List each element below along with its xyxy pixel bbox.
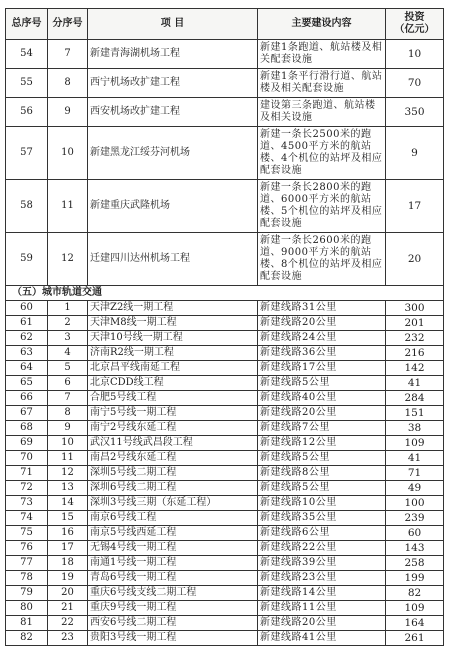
- cell-project: 新建重庆武隆机场: [88, 180, 258, 233]
- cell-content: 新建线路10公里: [258, 496, 386, 511]
- table-row: [6, 40, 444, 69]
- cell-investment: 100: [386, 496, 444, 511]
- cell-sub-no: 8: [48, 69, 88, 98]
- cell-sub-no: 14: [48, 496, 88, 511]
- cell-project: 迁建四川达州机场工程: [88, 233, 258, 286]
- cell-project: 北京昌平线南延工程: [88, 361, 258, 376]
- cell-sub-no: 4: [48, 346, 88, 361]
- table-row: [6, 316, 444, 331]
- cell-project: 南宁2号线东延工程: [88, 421, 258, 436]
- cell-total-no: 75: [6, 526, 48, 541]
- cell-content: 新建线路31公里: [258, 301, 386, 316]
- cell-sub-no: 9: [48, 98, 88, 127]
- cell-investment: 70: [386, 69, 444, 98]
- cell-content: 新建一条长2500米的跑道、4500平方米的航站楼、4个机位的站坪及相应配套设施: [258, 127, 386, 180]
- cell-content: 新建线路11公里: [258, 601, 386, 616]
- cell-project: 南宁5号线一期工程: [88, 406, 258, 421]
- cell-content: 新建线路6公里: [258, 526, 386, 541]
- table-row: [6, 481, 444, 496]
- cell-investment: 143: [386, 541, 444, 556]
- cell-content: 新建线路5公里: [258, 451, 386, 466]
- cell-project: 贵阳3号线一期工程: [88, 631, 258, 646]
- cell-sub-no: 15: [48, 511, 88, 526]
- cell-total-no: 60: [6, 301, 48, 316]
- cell-investment: 350: [386, 98, 444, 127]
- table-row: [6, 541, 444, 556]
- table-row: [6, 601, 444, 616]
- cell-content: 新建线路24公里: [258, 331, 386, 346]
- cell-project: 天津Z2线一期工程: [88, 301, 258, 316]
- cell-content: 新建线路23公里: [258, 571, 386, 586]
- table-row: [6, 466, 444, 481]
- cell-sub-no: 10: [48, 127, 88, 180]
- cell-project: 深圳5号线二期工程: [88, 466, 258, 481]
- cell-investment: 216: [386, 346, 444, 361]
- table-row: [6, 556, 444, 571]
- cell-content: 新建线路22公里: [258, 541, 386, 556]
- cell-project: 合肥5号线工程: [88, 391, 258, 406]
- table-row: [6, 586, 444, 601]
- cell-project: 青岛6号线一期工程: [88, 571, 258, 586]
- table-row: [6, 451, 444, 466]
- cell-content: 新建线路20公里: [258, 406, 386, 421]
- cell-project: 济南R2线一期工程: [88, 346, 258, 361]
- cell-total-no: 66: [6, 391, 48, 406]
- header-content: 主要建设内容: [258, 9, 386, 40]
- cell-project: 深圳3号线三期（东延工程）: [88, 496, 258, 511]
- cell-investment: 60: [386, 526, 444, 541]
- cell-total-no: 79: [6, 586, 48, 601]
- cell-total-no: 64: [6, 361, 48, 376]
- cell-content: 新建线路39公里: [258, 556, 386, 571]
- cell-sub-no: 11: [48, 180, 88, 233]
- cell-total-no: 74: [6, 511, 48, 526]
- cell-content: 新建一条长2600米的跑道、9000平方米的航站楼、8个机位的站坪及相应配套设施: [258, 233, 386, 286]
- cell-project: 南京5号线西延工程: [88, 526, 258, 541]
- cell-content: 建设第三条跑道、航站楼及相关设施: [258, 98, 386, 127]
- project-table-page: [5, 8, 443, 646]
- table-row: [6, 301, 444, 316]
- table-row: [6, 233, 444, 286]
- cell-sub-no: 18: [48, 556, 88, 571]
- cell-sub-no: 8: [48, 406, 88, 421]
- cell-total-no: 77: [6, 556, 48, 571]
- cell-sub-no: 5: [48, 361, 88, 376]
- table-row: [6, 631, 444, 646]
- header-project: 项 目: [88, 9, 258, 40]
- cell-total-no: 65: [6, 376, 48, 391]
- cell-sub-no: 20: [48, 586, 88, 601]
- cell-sub-no: 2: [48, 316, 88, 331]
- cell-content: 新建线路41公里: [258, 631, 386, 646]
- cell-content: 新建线路36公里: [258, 346, 386, 361]
- cell-content: 新建线路20公里: [258, 616, 386, 631]
- cell-investment: 199: [386, 571, 444, 586]
- header-sub-no: 分序号: [48, 9, 88, 40]
- cell-content: 新建线路17公里: [258, 361, 386, 376]
- table-row: [6, 69, 444, 98]
- cell-sub-no: 12: [48, 233, 88, 286]
- rail-section: [6, 301, 444, 646]
- cell-investment: 284: [386, 391, 444, 406]
- cell-investment: 17: [386, 180, 444, 233]
- table-row: [6, 616, 444, 631]
- cell-sub-no: 13: [48, 481, 88, 496]
- cell-investment: 20: [386, 233, 444, 286]
- cell-project: 南通1号线一期工程: [88, 556, 258, 571]
- cell-sub-no: 21: [48, 601, 88, 616]
- cell-investment: 142: [386, 361, 444, 376]
- cell-content: 新建线路8公里: [258, 466, 386, 481]
- table-row: [6, 511, 444, 526]
- cell-sub-no: 9: [48, 421, 88, 436]
- cell-content: 新建线路14公里: [258, 586, 386, 601]
- cell-total-no: 62: [6, 331, 48, 346]
- cell-project: 天津10号线一期工程: [88, 331, 258, 346]
- cell-investment: 239: [386, 511, 444, 526]
- cell-sub-no: 16: [48, 526, 88, 541]
- header-total-no: 总序号: [6, 9, 48, 40]
- table-row: [6, 361, 444, 376]
- cell-investment: 10: [386, 40, 444, 69]
- cell-investment: 38: [386, 421, 444, 436]
- cell-content: 新建1条平行滑行道、航站楼及相关配套设施: [258, 69, 386, 98]
- cell-sub-no: 11: [48, 451, 88, 466]
- cell-content: 新建线路5公里: [258, 481, 386, 496]
- table-row: [6, 421, 444, 436]
- cell-investment: 261: [386, 631, 444, 646]
- cell-sub-no: 10: [48, 436, 88, 451]
- cell-total-no: 54: [6, 40, 48, 69]
- cell-sub-no: 23: [48, 631, 88, 646]
- cell-sub-no: 3: [48, 331, 88, 346]
- cell-investment: 109: [386, 436, 444, 451]
- cell-total-no: 61: [6, 316, 48, 331]
- section-row: [6, 286, 444, 301]
- cell-investment: 300: [386, 301, 444, 316]
- cell-total-no: 55: [6, 69, 48, 98]
- cell-total-no: 82: [6, 631, 48, 646]
- cell-content: 新建线路7公里: [258, 421, 386, 436]
- cell-sub-no: 7: [48, 391, 88, 406]
- airport-section: [6, 40, 444, 286]
- cell-total-no: 59: [6, 233, 48, 286]
- cell-total-no: 72: [6, 481, 48, 496]
- cell-sub-no: 19: [48, 571, 88, 586]
- cell-content: 新建1条跑道、航站楼及相关配套设施: [258, 40, 386, 69]
- cell-project: 重庆9号线一期工程: [88, 601, 258, 616]
- cell-content: 新建线路35公里: [258, 511, 386, 526]
- cell-total-no: 69: [6, 436, 48, 451]
- table-row: [6, 496, 444, 511]
- cell-project: 新建黑龙江绥芬河机场: [88, 127, 258, 180]
- cell-project: 深圳6号线二期工程: [88, 481, 258, 496]
- cell-sub-no: 1: [48, 301, 88, 316]
- cell-total-no: 80: [6, 601, 48, 616]
- cell-content: 新建线路12公里: [258, 436, 386, 451]
- table-row: [6, 127, 444, 180]
- table-row: [6, 376, 444, 391]
- cell-project: 西安6号线二期工程: [88, 616, 258, 631]
- cell-total-no: 81: [6, 616, 48, 631]
- cell-project: 南京6号线工程: [88, 511, 258, 526]
- table-row: [6, 571, 444, 586]
- cell-total-no: 70: [6, 451, 48, 466]
- table-row: [6, 436, 444, 451]
- section-title: （五）城市轨道交通: [6, 286, 444, 301]
- cell-investment: 49: [386, 481, 444, 496]
- cell-investment: 71: [386, 466, 444, 481]
- cell-content: 新建一条长2800米的跑道、6000平方米的航站楼、5个机位的站坪及相应配套设施: [258, 180, 386, 233]
- cell-content: 新建线路40公里: [258, 391, 386, 406]
- cell-sub-no: 6: [48, 376, 88, 391]
- cell-project: 重庆6号线支线二期工程: [88, 586, 258, 601]
- project-table: [5, 8, 444, 646]
- table-row: [6, 98, 444, 127]
- cell-investment: 82: [386, 586, 444, 601]
- cell-investment: 9: [386, 127, 444, 180]
- cell-total-no: 56: [6, 98, 48, 127]
- cell-project: 南昌2号线东延工程: [88, 451, 258, 466]
- cell-investment: 232: [386, 331, 444, 346]
- cell-investment: 109: [386, 601, 444, 616]
- cell-content: 新建线路5公里: [258, 376, 386, 391]
- table-row: [6, 346, 444, 361]
- table-row: [6, 391, 444, 406]
- cell-project: 武汉11号线武昌段工程: [88, 436, 258, 451]
- cell-total-no: 67: [6, 406, 48, 421]
- cell-project: 西宁机场改扩建工程: [88, 69, 258, 98]
- cell-sub-no: 12: [48, 466, 88, 481]
- cell-sub-no: 7: [48, 40, 88, 69]
- cell-project: 无锡4号线一期工程: [88, 541, 258, 556]
- cell-total-no: 71: [6, 466, 48, 481]
- cell-total-no: 78: [6, 571, 48, 586]
- cell-total-no: 76: [6, 541, 48, 556]
- table-row: [6, 331, 444, 346]
- cell-investment: 258: [386, 556, 444, 571]
- header-row: [6, 9, 444, 40]
- cell-investment: 41: [386, 376, 444, 391]
- cell-investment: 164: [386, 616, 444, 631]
- cell-total-no: 68: [6, 421, 48, 436]
- cell-total-no: 58: [6, 180, 48, 233]
- cell-total-no: 57: [6, 127, 48, 180]
- cell-project: 北京CDD线工程: [88, 376, 258, 391]
- cell-investment: 151: [386, 406, 444, 421]
- header-investment: 投资 （亿元）: [386, 9, 444, 40]
- table-row: [6, 406, 444, 421]
- cell-content: 新建线路20公里: [258, 316, 386, 331]
- cell-sub-no: 17: [48, 541, 88, 556]
- cell-investment: 41: [386, 451, 444, 466]
- cell-total-no: 63: [6, 346, 48, 361]
- cell-project: 西安机场改扩建工程: [88, 98, 258, 127]
- cell-investment: 201: [386, 316, 444, 331]
- cell-total-no: 73: [6, 496, 48, 511]
- cell-project: 天津M8线一期工程: [88, 316, 258, 331]
- table-row: [6, 180, 444, 233]
- cell-project: 新建青海湖机场工程: [88, 40, 258, 69]
- cell-sub-no: 22: [48, 616, 88, 631]
- table-row: [6, 526, 444, 541]
